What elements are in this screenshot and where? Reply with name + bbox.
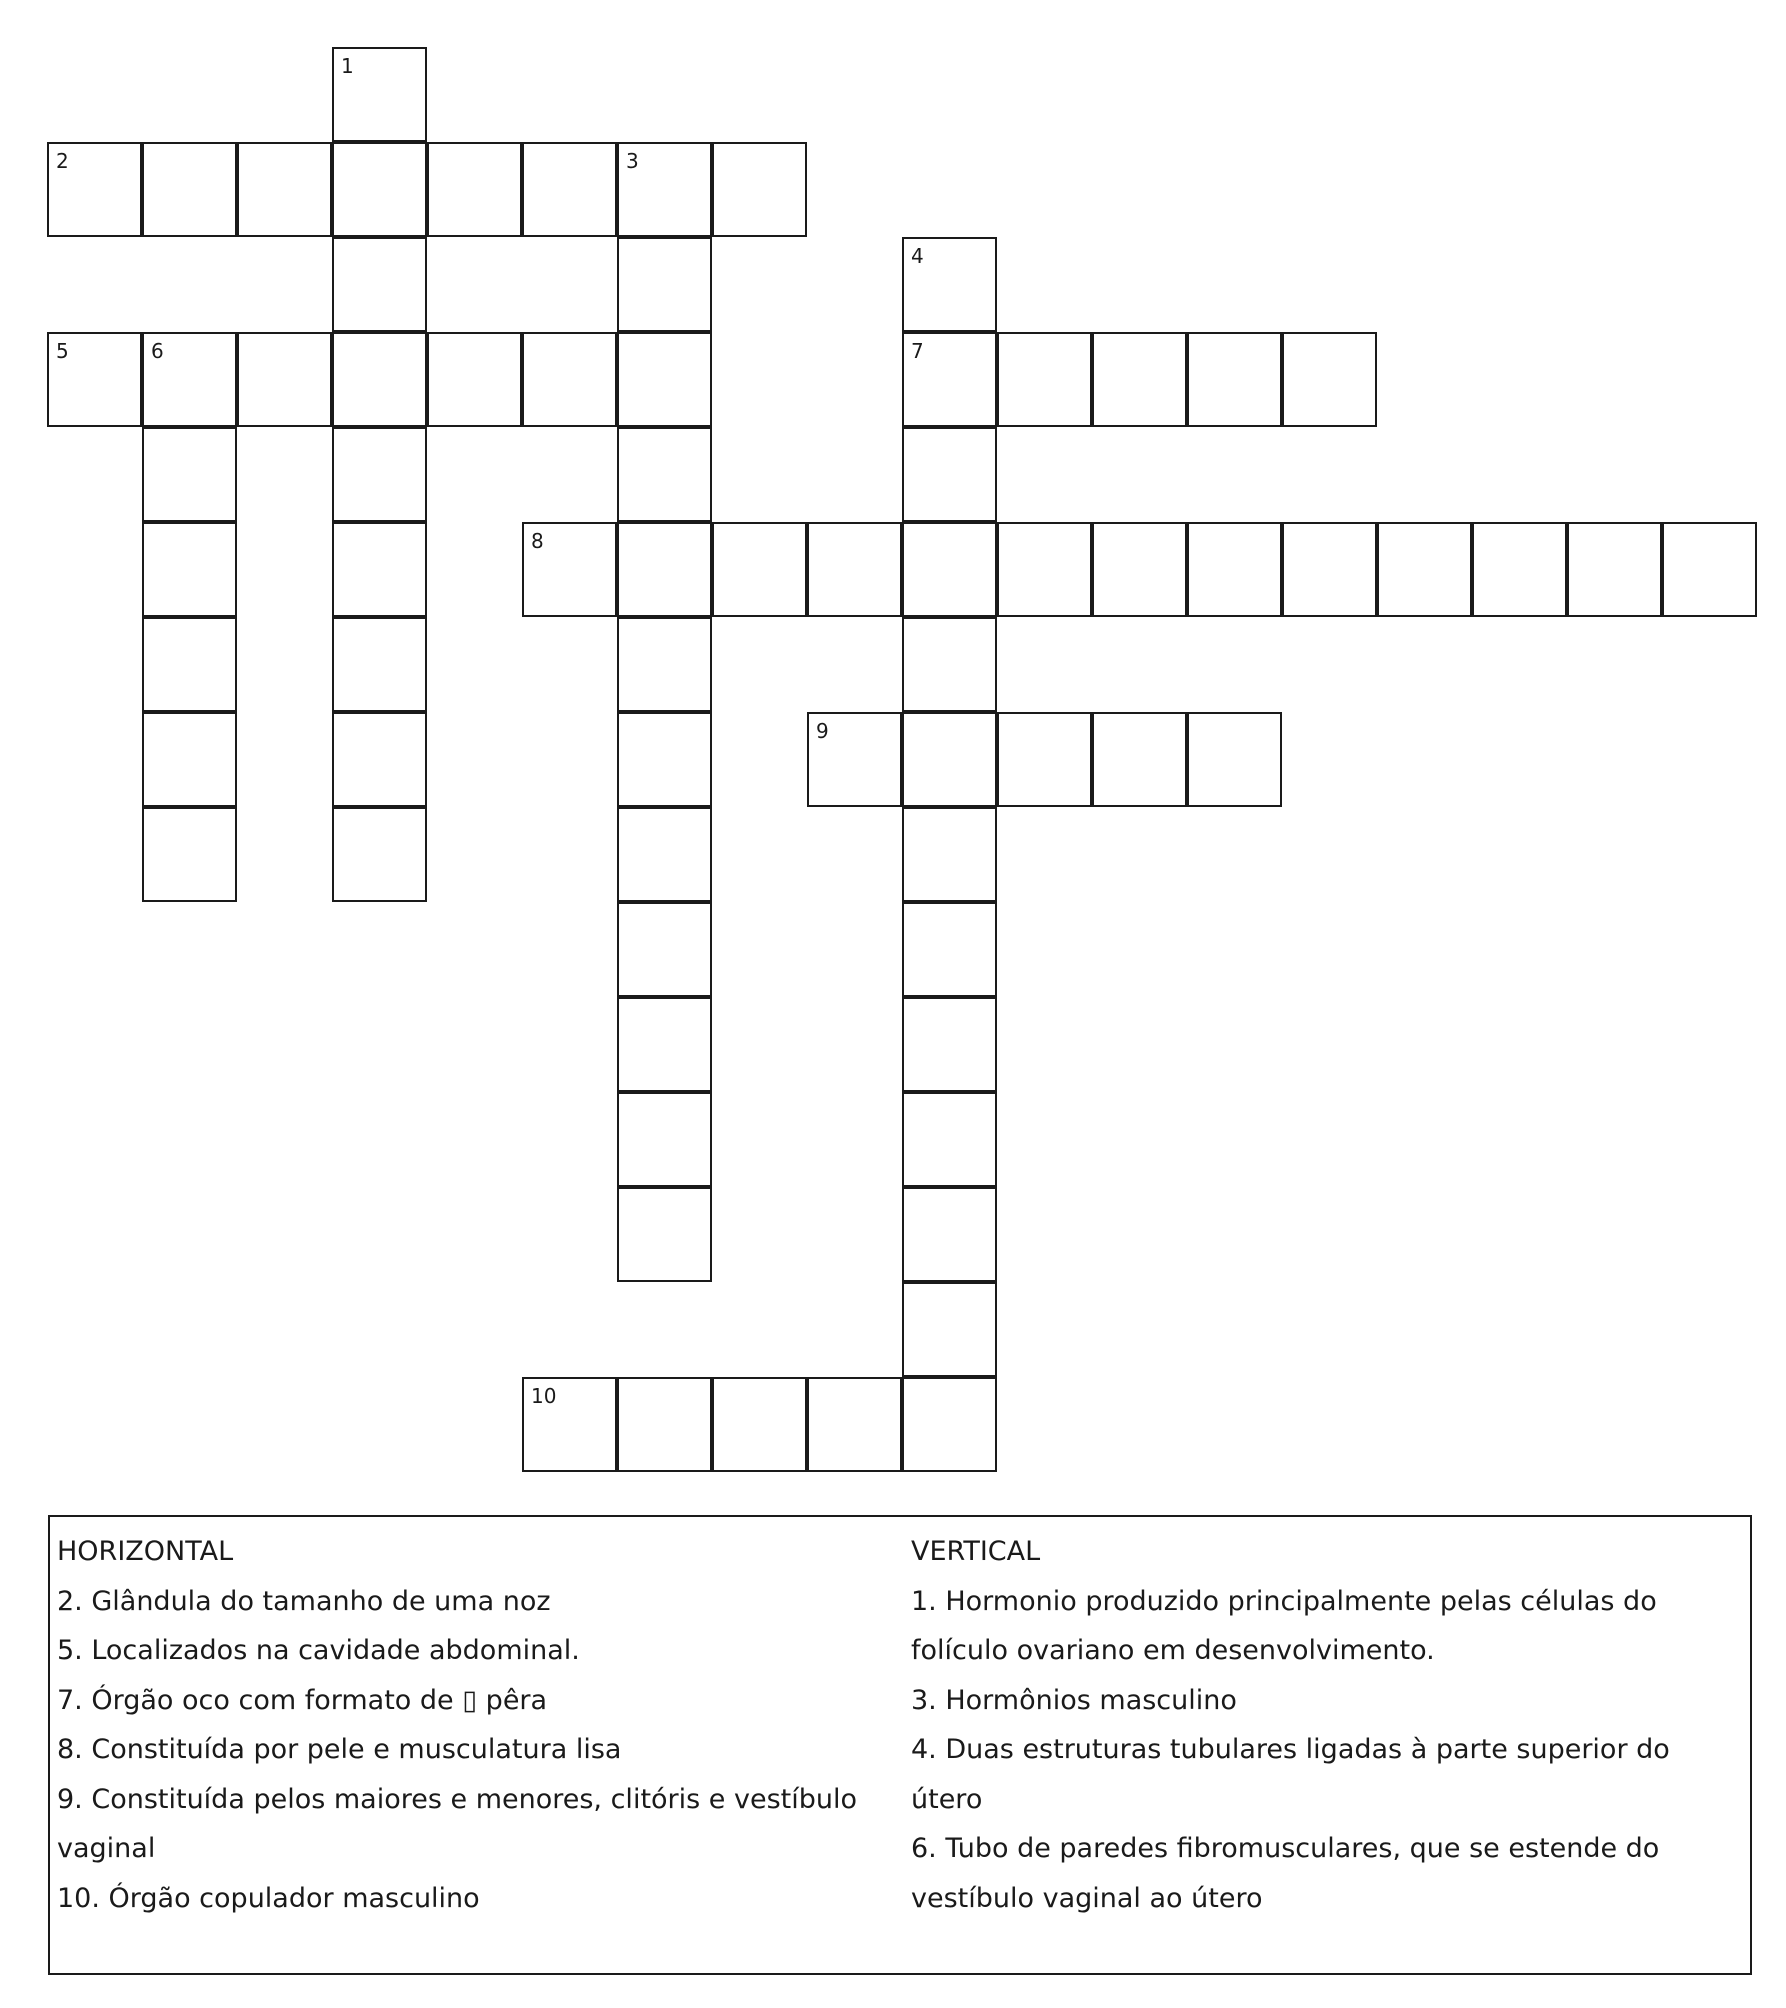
crossword-cell[interactable]	[332, 807, 427, 902]
crossword-cell[interactable]	[332, 47, 427, 142]
crossword-cell[interactable]	[902, 1187, 997, 1282]
vertical-clue-line: 1. Hormonio produzido principalmente pelas células do	[911, 1585, 1657, 1617]
vertical-clue-line: 3. Hormônios masculino	[911, 1684, 1237, 1716]
crossword-cell[interactable]	[617, 1377, 712, 1472]
crossword-cell[interactable]	[47, 142, 142, 237]
crossword-cell[interactable]	[807, 522, 902, 617]
vertical-clue-line: 4. Duas estruturas tubulares ligadas à parte superior do	[911, 1734, 1670, 1765]
crossword-cell[interactable]	[712, 142, 807, 237]
horizontal-clue-line: 2. Glândula do tamanho de uma noz	[57, 1585, 551, 1617]
crossword-cell[interactable]	[237, 332, 332, 427]
crossword-cell[interactable]	[332, 522, 427, 617]
crossword-cell[interactable]	[997, 522, 1092, 617]
crossword-cell[interactable]	[712, 1377, 807, 1472]
crossword-cell[interactable]	[617, 902, 712, 997]
crossword-cell[interactable]	[617, 427, 712, 522]
vertical-clue-line: 6. Tubo de paredes fibromusculares, que se estende do	[911, 1833, 1660, 1864]
crossword-cell[interactable]	[1662, 522, 1757, 617]
clue-number: 5	[56, 339, 69, 363]
vertical-heading: VERTICAL	[911, 1536, 1041, 1567]
crossword-cell[interactable]	[617, 807, 712, 902]
horizontal-clue-line: vaginal	[57, 1833, 156, 1864]
crossword-cell[interactable]	[142, 522, 237, 617]
crossword-cell[interactable]	[142, 332, 237, 427]
crossword-cell[interactable]	[902, 997, 997, 1092]
crossword-cell[interactable]	[997, 332, 1092, 427]
crossword-cell[interactable]	[617, 522, 712, 617]
crossword-cell[interactable]	[142, 807, 237, 902]
crossword-cell[interactable]	[332, 427, 427, 522]
vertical-clue-line: útero	[911, 1783, 983, 1815]
crossword-cell[interactable]	[1092, 332, 1187, 427]
crossword-cell[interactable]	[522, 1377, 617, 1472]
crossword-cell[interactable]	[142, 427, 237, 522]
crossword-cell[interactable]	[522, 332, 617, 427]
vertical-clue-line: vestíbulo vaginal ao útero	[911, 1882, 1263, 1914]
horizontal-clue-line: 5. Localizados na cavidade abdominal.	[57, 1635, 580, 1666]
crossword-cell[interactable]	[427, 142, 522, 237]
crossword-cell[interactable]	[902, 1377, 997, 1472]
crossword-cell[interactable]	[1377, 522, 1472, 617]
clue-number: 7	[911, 339, 924, 363]
clue-number: 9	[816, 719, 829, 743]
crossword-cell[interactable]	[807, 712, 902, 807]
crossword-cell[interactable]	[332, 237, 427, 332]
crossword-cell[interactable]	[902, 807, 997, 902]
clue-number: 1	[341, 54, 354, 78]
crossword-cell[interactable]	[902, 332, 997, 427]
crossword-cell[interactable]	[1282, 332, 1377, 427]
clue-number: 2	[56, 149, 69, 173]
vertical-clue-line: folículo ovariano em desenvolvimento.	[911, 1635, 1435, 1666]
crossword-cell[interactable]	[1187, 332, 1282, 427]
horizontal-clue-line: 7. Órgão oco com formato de ▯ pêra	[57, 1684, 548, 1716]
crossword-cell[interactable]	[902, 1282, 997, 1377]
clue-number: 4	[911, 244, 924, 268]
clue-number: 6	[151, 339, 164, 363]
crossword-cell[interactable]	[1567, 522, 1662, 617]
crossword-cell[interactable]	[1472, 522, 1567, 617]
crossword-cell[interactable]	[47, 332, 142, 427]
crossword-cell[interactable]	[902, 712, 997, 807]
crossword-cell[interactable]	[522, 522, 617, 617]
crossword-cell[interactable]	[617, 997, 712, 1092]
horizontal-clue-line: 8. Constituída por pele e musculatura lisa	[57, 1734, 622, 1765]
crossword-cell[interactable]	[332, 617, 427, 712]
crossword-cell[interactable]	[142, 617, 237, 712]
crossword-cell[interactable]	[237, 142, 332, 237]
crossword-cell[interactable]	[332, 142, 427, 237]
crossword-cell[interactable]	[902, 1092, 997, 1187]
crossword-cell[interactable]	[1092, 712, 1187, 807]
crossword-cell[interactable]	[712, 522, 807, 617]
crossword-cell[interactable]	[332, 712, 427, 807]
clue-number: 3	[626, 149, 639, 173]
horizontal-clues	[57, 1527, 897, 1923]
crossword-cell[interactable]	[142, 142, 237, 237]
crossword-cell[interactable]	[1187, 522, 1282, 617]
crossword-cell[interactable]	[427, 332, 522, 427]
horizontal-heading: HORIZONTAL	[57, 1536, 234, 1567]
crossword-cell[interactable]	[142, 712, 237, 807]
crossword-cell[interactable]	[1282, 522, 1377, 617]
crossword-cell[interactable]	[997, 712, 1092, 807]
clues-box	[48, 1515, 1752, 1975]
crossword-cell[interactable]	[332, 332, 427, 427]
crossword-cell[interactable]	[902, 617, 997, 712]
crossword-cell[interactable]	[902, 902, 997, 997]
crossword-cell[interactable]	[902, 237, 997, 332]
crossword-cell[interactable]	[617, 332, 712, 427]
clue-number: 10	[531, 1384, 557, 1408]
horizontal-clue-line: 9. Constituída pelos maiores e menores, clitóris e vestíbulo	[57, 1783, 858, 1815]
crossword-cell[interactable]	[902, 427, 997, 522]
crossword-cell[interactable]	[617, 1187, 712, 1282]
crossword-cell[interactable]	[1187, 712, 1282, 807]
crossword-cell[interactable]	[617, 617, 712, 712]
crossword-cell[interactable]	[617, 237, 712, 332]
crossword-cell[interactable]	[807, 1377, 902, 1472]
crossword-cell[interactable]	[1092, 522, 1187, 617]
vertical-clues	[911, 1527, 1721, 1923]
crossword-cell[interactable]	[522, 142, 617, 237]
clue-number: 8	[531, 529, 544, 553]
crossword-cell[interactable]	[902, 522, 997, 617]
horizontal-clue-line: 10. Órgão copulador masculino	[57, 1882, 480, 1914]
crossword-cell[interactable]	[617, 142, 712, 237]
crossword-cell[interactable]	[617, 712, 712, 807]
crossword-cell[interactable]	[617, 1092, 712, 1187]
